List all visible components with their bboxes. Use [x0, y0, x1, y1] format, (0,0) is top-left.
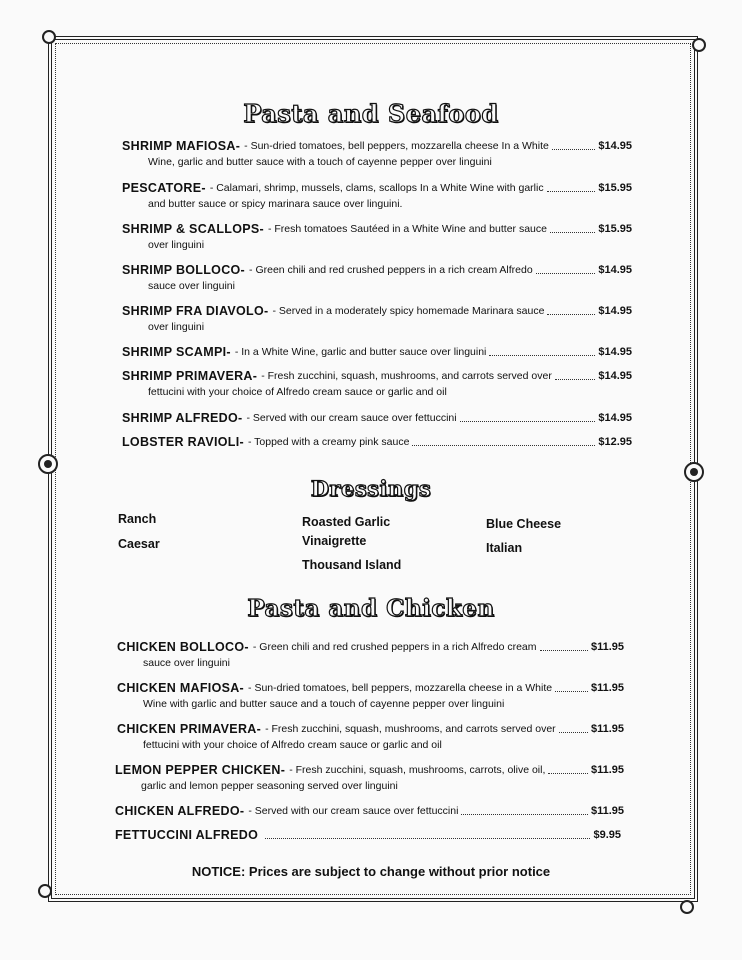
dressing-vinaigrette: Vinaigrette: [302, 534, 367, 548]
dressing-blue-cheese: Blue Cheese: [486, 517, 562, 531]
compass-ornament-icon: [38, 454, 58, 474]
item-price: $14.95: [598, 412, 632, 424]
leader-dots: [540, 639, 588, 651]
item-name: CHICKEN MAFIOSA-: [117, 681, 245, 695]
leader-dots: [460, 410, 596, 422]
menu-item: [122, 410, 632, 426]
item-price: $9.95: [593, 829, 621, 841]
item-name: CHICKEN BOLLOCO-: [117, 640, 249, 654]
item-name: SHRIMP PRIMAVERA-: [122, 369, 258, 383]
item-name: PESCATORE-: [122, 181, 206, 195]
leader-dots: [547, 303, 595, 315]
item-description: - Green chili and red crushed peppers in a rich Alfredo cream: [252, 641, 537, 653]
leader-dots: [550, 221, 595, 233]
item-description-cont: fettucini with your choice of Alfredo cream sauce or garlic and oil: [148, 386, 447, 398]
menu-item: [115, 803, 624, 819]
item-name: LOBSTER RAVIOLI-: [122, 435, 244, 449]
menu-item: [122, 344, 632, 360]
item-description: - Fresh zucchini, squash, mushrooms, carrots, olive oil,: [289, 764, 546, 776]
item-price: $14.95: [598, 346, 632, 358]
dressing-ranch: Ranch: [118, 512, 157, 526]
item-name: SHRIMP MAFIOSA-: [122, 139, 241, 153]
item-description: - In a White Wine, garlic and butter sauce over linguini: [234, 346, 487, 358]
corner-ornament-icon: [42, 30, 56, 44]
menu-item: [115, 827, 621, 843]
dressing-italian: Italian: [486, 541, 523, 555]
leader-dots: [547, 180, 596, 192]
menu-item: [122, 368, 632, 400]
section-title-chicken: Pasta and Chicken: [247, 595, 495, 622]
item-name: LEMON PEPPER CHICKEN-: [115, 763, 286, 777]
item-description: - Served in a moderately spicy homemade Marinara sauce: [272, 305, 545, 317]
item-description: - Topped with a creamy pink sauce: [247, 436, 410, 448]
leader-dots: [548, 762, 588, 774]
item-name: SHRIMP & SCALLOPS-: [122, 222, 264, 236]
section-title-seafood: Pasta and Seafood: [243, 99, 499, 128]
item-description: - Fresh tomatoes Sautéed in a White Wine and butter sauce: [267, 223, 547, 235]
item-description: - Fresh zucchini, squash, mushrooms, and carrots served over: [261, 370, 552, 382]
leader-dots: [461, 803, 588, 815]
item-price: $12.95: [598, 436, 632, 448]
item-price: $14.95: [598, 140, 632, 152]
dressing-thousand-island: Thousand Island: [302, 558, 402, 572]
menu-item: [117, 639, 624, 671]
item-description: - Sun-dried tomatoes, bell peppers, mozzarella cheese in a White: [248, 682, 553, 694]
menu-item: [122, 221, 632, 253]
leader-dots: [555, 680, 588, 692]
item-price: $14.95: [598, 305, 632, 317]
dressing-col3: [486, 515, 561, 558]
leader-dots: [489, 344, 595, 356]
item-description: - Sun-dried tomatoes, bell peppers, mozzarella cheese In a White: [244, 140, 549, 152]
item-description: - Served with our cream sauce over fettuccini: [248, 805, 459, 817]
leader-dots: [559, 721, 588, 733]
menu-item: [115, 762, 624, 794]
leader-dots: [265, 827, 590, 839]
item-description-cont: sauce over linguini: [143, 657, 230, 669]
item-name: CHICKEN PRIMAVERA-: [117, 722, 262, 736]
corner-ornament-icon: [38, 884, 52, 898]
menu-item: [117, 721, 624, 753]
menu-item: [122, 180, 632, 212]
dressing-col1: [118, 510, 160, 554]
item-price: $11.95: [590, 805, 624, 817]
leader-dots: [555, 368, 596, 380]
item-description: - Served with our cream sauce over fettuccini: [246, 412, 457, 424]
item-name: SHRIMP SCAMPI-: [122, 345, 231, 359]
item-description-cont: fettucini with your choice of Alfredo cream sauce or garlic and oil: [143, 739, 442, 751]
item-description-cont: and butter sauce or spicy marinara sauce over linguini.: [148, 198, 403, 210]
item-price: $14.95: [598, 264, 632, 276]
item-description: - Green chili and red crushed peppers in a rich cream Alfredo: [249, 264, 533, 276]
price-notice: NOTICE: Prices are subject to change without prior notice: [191, 864, 551, 879]
item-description-cont: over linguini: [148, 321, 205, 333]
item-price: $15.95: [598, 182, 632, 194]
item-description-cont: over linguini: [148, 239, 205, 251]
corner-ornament-icon: [680, 900, 694, 914]
item-price: $14.95: [598, 370, 632, 382]
dressing-roasted-garlic: Roasted Garlic: [302, 515, 391, 529]
dressing-caesar: Caesar: [118, 537, 160, 551]
item-price: $11.95: [590, 764, 624, 776]
item-description-cont: Wine with garlic and butter sauce and a touch of cayenne pepper over linguini: [143, 698, 505, 710]
item-description-cont: sauce over linguini: [148, 280, 235, 292]
item-description: - Fresh zucchini, squash, mushrooms, and carrots served over: [265, 723, 556, 735]
menu-item: [122, 434, 632, 450]
menu-item: [122, 303, 632, 335]
leader-dots: [536, 262, 596, 274]
item-price: $11.95: [590, 723, 624, 735]
item-name: SHRIMP BOLLOCO-: [122, 263, 246, 277]
leader-dots: [552, 138, 596, 150]
item-price: $11.95: [590, 641, 624, 653]
item-description: - Calamari, shrimp, mussels, clams, scallops In a White Wine with garlic: [209, 182, 544, 194]
item-description-cont: Wine, garlic and butter sauce with a touch of cayenne pepper over linguini: [148, 156, 492, 168]
item-price: $11.95: [590, 682, 624, 694]
item-name: FETTUCCINI ALFREDO: [115, 828, 259, 842]
item-name: SHRIMP FRA DIAVOLO-: [122, 304, 269, 318]
item-name: SHRIMP ALFREDO-: [122, 411, 243, 425]
dressing-col2: [302, 513, 401, 575]
menu-item: [117, 680, 624, 712]
section-title-dressings: Dressings: [310, 476, 432, 501]
item-name: CHICKEN ALFREDO-: [115, 804, 245, 818]
leader-dots: [412, 434, 595, 446]
item-price: $15.95: [598, 223, 632, 235]
menu-item: [122, 262, 632, 294]
corner-ornament-icon: [692, 38, 706, 52]
item-description-cont: garlic and lemon pepper seasoning served over linguini: [141, 780, 398, 792]
menu-item: [122, 138, 632, 170]
